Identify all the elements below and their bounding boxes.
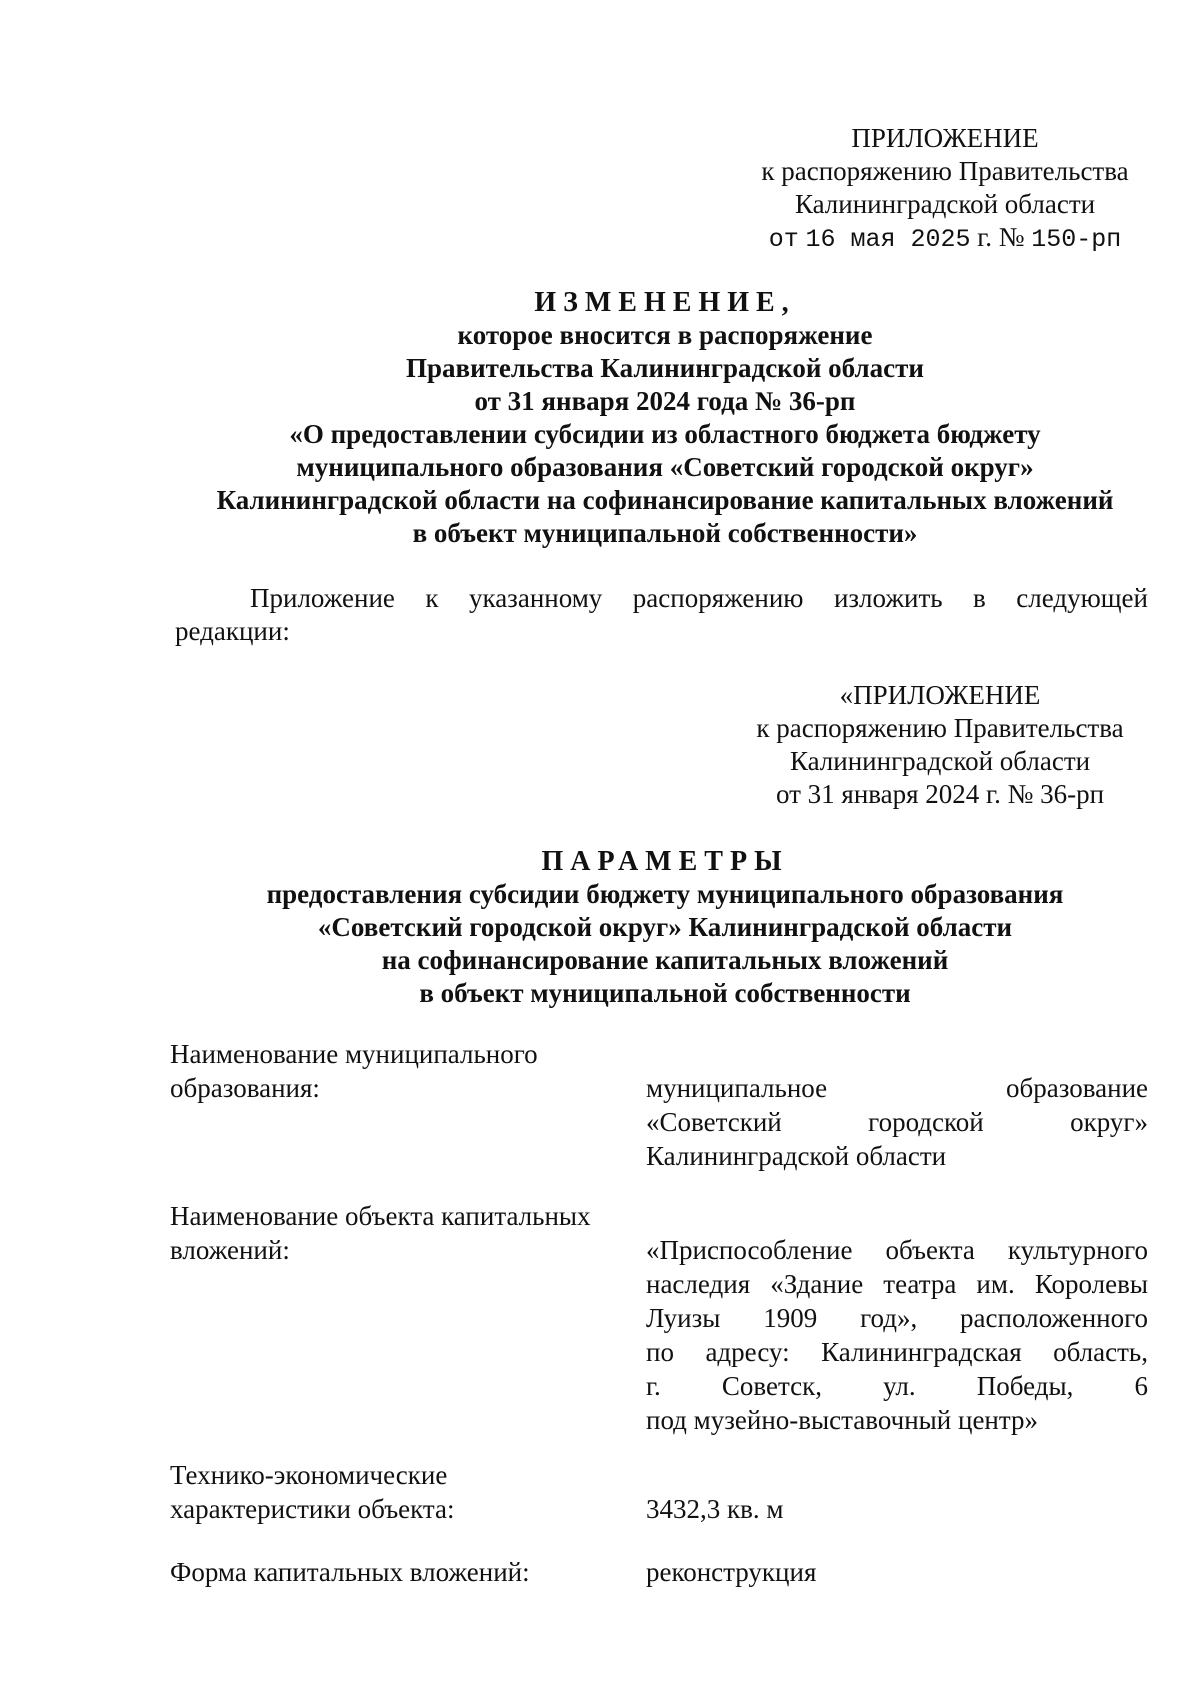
params-title: ПАРАМЕТРЫ: [541, 846, 789, 877]
params-heading-line: в объект муниципальной собственности: [419, 978, 911, 1008]
change-heading-line: Калининградской области на софинансирование капитальных вложений: [216, 485, 1114, 515]
value-line: реконструкция: [646, 1557, 817, 1587]
appendix-header: [745, 122, 1145, 256]
change-heading-line: «О предоставлении субсидии из областного бюджета бюджету: [289, 419, 1041, 449]
value-line: муниципальное образование: [646, 1073, 1148, 1103]
label-line: Технико-экономические: [170, 1460, 448, 1490]
value-line: «Советский городской округ»: [646, 1107, 1148, 1137]
value-line: «Приспособление объекта культурного: [646, 1235, 1148, 1265]
label-line: Наименование муниципального: [170, 1039, 538, 1069]
label-line: Форма капитальных вложений:: [170, 1557, 530, 1587]
field-value-characteristics: [646, 1492, 1148, 1526]
change-heading: [100, 286, 1200, 550]
change-heading-line: от 31 января 2024 года № 36-рп: [474, 386, 856, 416]
field-label-object: [170, 1199, 630, 1267]
field-value-object: [646, 1233, 1148, 1437]
label-line: Наименование объекта капитальных: [170, 1201, 591, 1231]
new-appendix-line-1: к распоряжению Правительства: [756, 713, 1124, 743]
intro-paragraph: [175, 582, 1148, 648]
date-prefix: от: [768, 225, 799, 254]
params-heading-line: «Советский городской округ» Калининградской области: [317, 912, 1013, 942]
field-value-investment-form: [646, 1555, 1148, 1589]
value-line: г. Советск, ул. Победы, 6: [646, 1371, 1148, 1401]
intro-line-2: редакции:: [175, 616, 290, 646]
appendix-line-2: Калининградской области: [794, 189, 1096, 219]
number-stamp: 150-рп: [1031, 225, 1122, 254]
value-line: наследия «Здание театра им. Королевы: [646, 1269, 1148, 1299]
value-line: Луизы 1909 год», расположенного: [646, 1303, 1148, 1333]
field-label-investment-form: [170, 1555, 630, 1589]
intro-line-1: Приложение к указанному распоряжению изложить в следующей: [250, 583, 1148, 613]
params-heading-line: на софинансирование капитальных вложений: [381, 945, 949, 975]
year-suffix: г. №: [977, 222, 1025, 252]
appendix-title: ПРИЛОЖЕНИЕ: [851, 123, 1039, 153]
change-heading-line: в объект муниципальной собственности»: [412, 518, 918, 548]
params-heading-line: предоставления субсидии бюджету муниципального образования: [266, 879, 1064, 909]
value-line: под музейно-выставочный центр»: [646, 1405, 1039, 1435]
value-line: 3432,3 кв. м: [646, 1494, 784, 1524]
change-title: ИЗМЕНЕНИЕ,: [534, 287, 796, 318]
label-line: образования:: [170, 1073, 320, 1103]
new-appendix-line-2: Калининградской области: [789, 746, 1091, 776]
appendix-date-line: [745, 221, 1145, 256]
value-line: по адресу: Калининградская область,: [646, 1337, 1148, 1367]
new-appendix-header: [740, 679, 1140, 811]
field-value-municipality: [646, 1071, 1148, 1173]
change-heading-line: муниципального образования «Советский городской округ»: [296, 452, 1034, 482]
date-stamp: 16 мая 2025: [805, 225, 971, 254]
field-label-characteristics: [170, 1458, 630, 1526]
new-appendix-line-3: от 31 января 2024 г. № 36-рп: [775, 779, 1105, 809]
change-heading-line: которое вносится в распоряжение: [457, 320, 873, 350]
params-heading: [100, 845, 1200, 1010]
appendix-line-1: к распоряжению Правительства: [761, 156, 1129, 186]
field-label-municipality: [170, 1037, 630, 1105]
change-heading-line: Правительства Калининградской области: [406, 353, 924, 383]
label-line: вложений:: [170, 1235, 290, 1265]
label-line: характеристики объекта:: [170, 1494, 455, 1524]
value-line: Калининградской области: [646, 1141, 947, 1171]
new-appendix-title: «ПРИЛОЖЕНИЕ: [839, 680, 1041, 710]
